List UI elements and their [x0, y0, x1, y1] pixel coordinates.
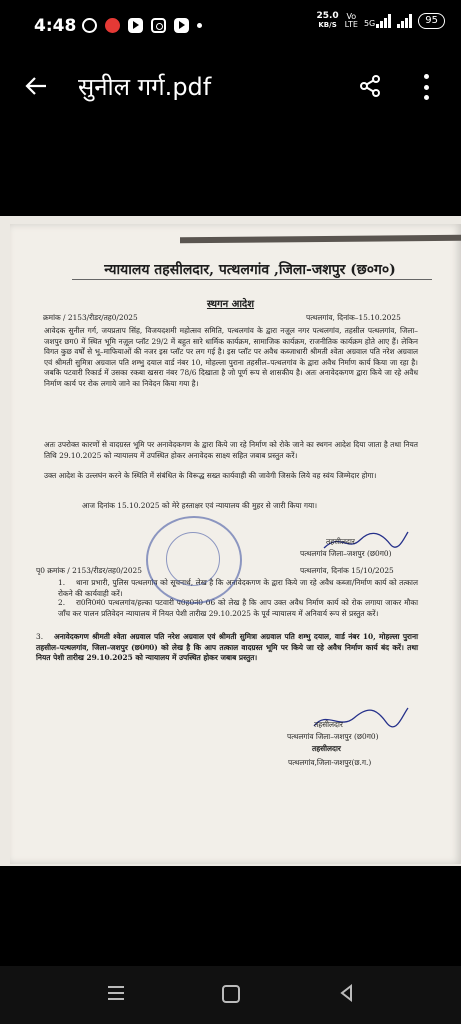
back-icon[interactable] [338, 984, 356, 1002]
share-icon[interactable] [358, 74, 382, 98]
app-bar [0, 52, 461, 126]
copy-item-3-number: 3. [36, 632, 44, 641]
system-nav-bar [0, 966, 461, 1024]
copy-date: पत्थलगांव, दिनांक 15/10/2025 [300, 566, 394, 575]
reference-number: क्रमांक / 2153/रीडर/तह0/2025 [43, 313, 138, 322]
volte-indicator [345, 13, 358, 29]
copy-item-3 [36, 632, 418, 664]
document-title: सुनील गर्ग.pdf [78, 73, 212, 101]
recents-icon[interactable] [108, 986, 124, 1000]
signature-2-place: पत्थलगांव जिला–जशपुर (छ0ग0) [287, 732, 379, 741]
back-arrow-icon[interactable] [24, 74, 48, 98]
paragraph-2: अतः उपरोक्त कारणों से वादग्रस्त भूमि पर अनावेदकगण के द्वारा किये जा रहे निर्माण को रोके जाने का स्थगन आदेश दिया जाता है तथा नियत तिथि 29.10.2025 को न्यायालय में उपस्थित होकर अनावेदक साक्ष्य सहित जबाब प्रस्तुत करें। [44, 440, 418, 460]
signature-2-office: पत्थलगांव,जिला-जशपुर(छ.ग.) [288, 758, 372, 767]
signature-1-place: पत्थलगांव जिला–जशपुर (छ0ग0) [300, 549, 392, 558]
youtube-icon-2 [174, 18, 189, 33]
paragraph-1: आवेदक सुनील गर्ग, जयप्रताप सिंह, विजयदशमी महोत्सव समिति, पत्थलगांव के द्वारा नज़ूल नगर पत्थलगांव, तहसील पत्थलगांव, जिला–जशपुर छग0 में स्थित भूमि नज़ूल प्लॉट 29/2 में बहुत सारे धार्मिक कार्यक्रम, सामाजिक कार्यक्रम, राजनीतिक कार्यक्रम होते आए हैं। लेकिन विगत कुछ वर्षों से भू–माफियाओं की नजर इस प्लॉट पर लग गई है। इस प्लॉट पर अवैध कब्जाधारी श्रीमती श्वेता अग्रवाल पति नरेश अग्रवाल एवं श्रीमती सुमित्रा अग्रवाल पति शम्भु दयाल वार्ड नंबर 10, मोहल्ला पुराना तहसील–पत्थलगांव के द्वारा अवैध निर्माण कार्य किया जा रहा है। जबकि पटवारी रिकार्ड में उसका रकबा खसरा नंबर 78/6 दिखाता है जो पूर्ण रूप से शासकीय है। अतः अनावेदकगण द्वारा किये जा रहे अवैध निर्माण कार्य पर रोक लगाये जाने का निवेदन किया गया है। [44, 326, 418, 388]
network-speed [316, 12, 338, 30]
signal-bars-icon [376, 14, 391, 28]
copy-reference-number: पृ0 क्रमांक / 2153/रीडर/तह0/2025 [36, 566, 142, 575]
status-time: 4:48 [34, 16, 77, 36]
youtube-icon [128, 18, 143, 33]
system-indicators [316, 12, 445, 30]
copy-item-3-text: अनावेदकगण श्रीमती श्वेता अग्रवाल पति नरेश अग्रवाल एवं श्रीमती सुमित्रा अग्रवाल पति शम्भु दयाल, वार्ड नंबर 10, मोहल्ला पुराना तहसील–पत्थलगांव, जिला–जशपुर (छ0ग0) को लेख है कि आप तत्काल वादग्रस्त भूमि पर किये जा रहे अवैध निर्माण कार्य बंद करें। तथा नियत पेशी तारीख 29.10.2025 को न्यायालय में उपस्थित होकर जबाब प्रस्तुत। [36, 632, 418, 662]
court-seal [146, 516, 242, 604]
home-icon[interactable] [222, 985, 240, 1003]
network-type: 5G [363, 19, 376, 28]
signal-bars-2-icon [397, 14, 412, 28]
instagram-icon [151, 18, 166, 33]
more-vert-icon[interactable] [422, 74, 430, 100]
signal-5g [364, 14, 391, 28]
volte-bottom: LTE [344, 20, 358, 29]
signature-2-title: तहसीलदार [312, 744, 341, 753]
network-speed-unit: KB/S [318, 21, 337, 29]
volte-top: Vo [346, 12, 357, 21]
whatsapp-icon [82, 18, 97, 33]
signature-2-title-top: तहसीलदार [314, 720, 343, 729]
copy-item-2 [58, 598, 418, 619]
paragraph-4: आज दिनांक 15.10.2025 को मेरे हस्ताक्षर एवं न्यायालय की मुहर से जारी किया गया। [82, 501, 318, 510]
copy-item-1-number: 1. [58, 578, 66, 587]
signature-1-title: तहसीलदार [326, 537, 355, 546]
viewer-background-top [0, 126, 461, 214]
court-header: न्यायालय तहसीलदार, पत्थलगांव ,जिला-जशपुर (छ०ग०) [104, 262, 396, 278]
network-speed-value: 25.0 [316, 11, 339, 21]
more-notifications-dot-icon [197, 23, 202, 28]
paragraph-3: उक्त आदेश के उल्लघंन करने के स्थिति में संबंधित के विरूद्ध सख्त कार्यवाही की जावेगी जिसके लिये वह स्वंय जिम्मेदार होगा। [44, 471, 377, 480]
battery-level: 95 [418, 13, 445, 29]
notification-icons [82, 18, 202, 33]
jio-icon [105, 18, 120, 33]
order-date: पत्थलगांव, दिनांक–15.10.2025 [306, 313, 401, 322]
status-bar [0, 0, 461, 52]
pdf-page[interactable] [0, 216, 461, 866]
header-underline [72, 279, 432, 280]
copy-item-1-text: थाना प्रभारी, पुलिस पत्थलगांव को सूचनार्थ, लेख है कि अनावेदकगण के द्वारा किये जा रहे अवैध कब्जा/निर्माण कार्य को तत्काल रोकने की कार्यवाही करें। [58, 578, 418, 598]
copy-item-1 [58, 578, 418, 599]
order-subtitle: स्थगन आदेश [206, 299, 255, 310]
copy-item-2-text: रा0नि0मं0 पत्थलगांव/हल्का पटवारी प0ह0नं0 06 को लेख है कि आप उक्त अवैध निर्माण कार्य को रोक लगाया जाकर मौका जाँच कर पालन प्रतिवेदन न्यायालय में नियत पेशी तारीख 29.10.2025 के पूर्व न्यायालय में अनिवार्य रूप से प्रस्तुत करें। [58, 598, 418, 618]
copy-item-2-number: 2. [58, 598, 66, 607]
